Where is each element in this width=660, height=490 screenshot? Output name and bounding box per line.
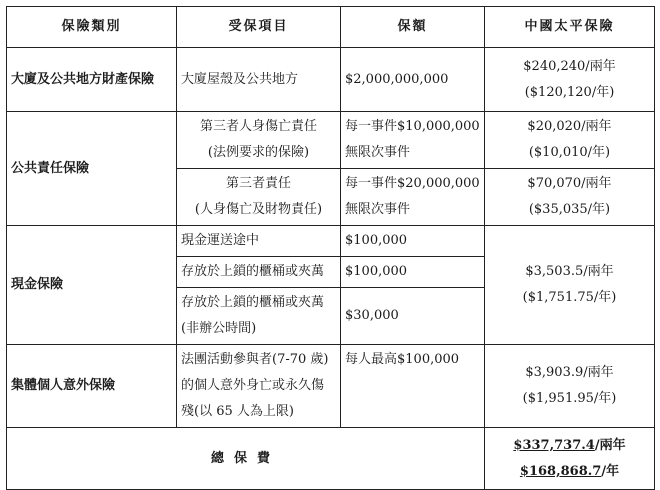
total-premium-biennial-suffix: /兩年 bbox=[594, 437, 626, 453]
property-premium-biennial: $240,240/兩年 bbox=[523, 58, 616, 74]
liability-premium-2 bbox=[485, 169, 655, 226]
cash-amount-3: $30,000 bbox=[341, 288, 485, 345]
property-row bbox=[7, 48, 655, 112]
cash-premium bbox=[485, 226, 655, 345]
property-premium-annual: ($120,120/年) bbox=[524, 84, 615, 100]
total-row bbox=[7, 428, 655, 490]
cash-item-1: 現金運送途中 bbox=[177, 226, 341, 257]
liability-item-2 bbox=[177, 169, 341, 226]
liability-item-1 bbox=[177, 112, 341, 169]
insurance-document bbox=[6, 6, 655, 490]
header-category: 保險類別 bbox=[7, 7, 177, 48]
group-accident-premium bbox=[485, 345, 655, 428]
group-accident-item-line1: 法團活動參與者(7-70 歲) bbox=[181, 352, 329, 367]
liability-premium-2-biennial: $70,070/兩年 bbox=[527, 176, 612, 191]
liability-premium-1 bbox=[485, 112, 655, 169]
cash-premium-annual: ($1,751.75/年) bbox=[522, 290, 617, 305]
group-accident-premium-annual: ($1,951.95/年) bbox=[522, 391, 617, 406]
cash-row-1 bbox=[7, 226, 655, 257]
total-premium-biennial-value: $337,737.4 bbox=[513, 437, 595, 453]
header-row bbox=[7, 7, 655, 48]
liability-amount-1-line2: 無限次事件 bbox=[345, 145, 411, 160]
cash-premium-biennial: $3,503.5/兩年 bbox=[525, 264, 614, 279]
property-amount: $2,000,000,000 bbox=[341, 48, 485, 112]
liability-category: 公共責任保險 bbox=[7, 112, 177, 226]
total-premium-annual-suffix: /年 bbox=[601, 463, 620, 479]
cash-amount-2: $100,000 bbox=[341, 257, 485, 288]
total-premium bbox=[485, 428, 655, 490]
group-accident-premium-biennial: $3,903.9/兩年 bbox=[525, 365, 614, 380]
group-accident-item-line2: 的個人意外身亡或永久傷 bbox=[181, 378, 325, 393]
group-accident-item-line3: 殘(以 65 人為上限) bbox=[181, 404, 294, 419]
header-amount: 保額 bbox=[341, 7, 485, 48]
property-category: 大廈及公共地方財產保險 bbox=[7, 48, 177, 112]
cash-amount-1: $100,000 bbox=[341, 226, 485, 257]
liability-amount-2-line1: 每一事件$20,000,000 bbox=[345, 176, 480, 191]
liability-amount-2-line2: 無限次事件 bbox=[345, 202, 411, 217]
cash-item-2: 存放於上鎖的櫃桶或夾萬 bbox=[177, 257, 341, 288]
total-premium-biennial bbox=[489, 433, 650, 459]
liability-item-1-line1: 第三者人身傷亡責任 bbox=[199, 119, 317, 134]
liability-item-2-line2: (人身傷亡及財物責任) bbox=[194, 202, 323, 217]
liability-premium-1-annual: ($10,010/年) bbox=[528, 145, 611, 160]
liability-premium-2-annual: ($35,035/年) bbox=[528, 202, 611, 217]
property-item: 大廈屋殼及公共地方 bbox=[177, 48, 341, 112]
cash-item-3-line2: (非辦公時間) bbox=[181, 321, 257, 336]
liability-amount-2 bbox=[341, 169, 485, 226]
group-accident-amount: 每人最高$100,000 bbox=[341, 345, 485, 428]
group-accident-category: 集體個人意外保險 bbox=[7, 345, 177, 428]
cash-item-3-line1: 存放於上鎖的櫃桶或夾萬 bbox=[181, 295, 325, 310]
group-accident-item bbox=[177, 345, 341, 428]
total-label: 總保費 bbox=[7, 428, 485, 490]
group-accident-row bbox=[7, 345, 655, 428]
header-items: 受保項目 bbox=[177, 7, 341, 48]
header-insurer: 中國太平保險 bbox=[485, 7, 655, 48]
insurance-table bbox=[6, 6, 655, 490]
liability-amount-1 bbox=[341, 112, 485, 169]
cash-category: 現金保險 bbox=[7, 226, 177, 345]
liability-item-1-line2: (法例要求的保險) bbox=[207, 145, 310, 160]
total-premium-annual bbox=[489, 459, 650, 485]
liability-item-2-line1: 第三者責任 bbox=[225, 176, 291, 191]
cash-item-3 bbox=[177, 288, 341, 345]
property-premium bbox=[485, 48, 655, 112]
liability-row-1 bbox=[7, 112, 655, 169]
liability-premium-1-biennial: $20,020/兩年 bbox=[527, 119, 612, 134]
total-premium-annual-value: $168,868.7 bbox=[519, 463, 602, 479]
liability-amount-1-line1: 每一事件$10,000,000 bbox=[345, 119, 480, 134]
